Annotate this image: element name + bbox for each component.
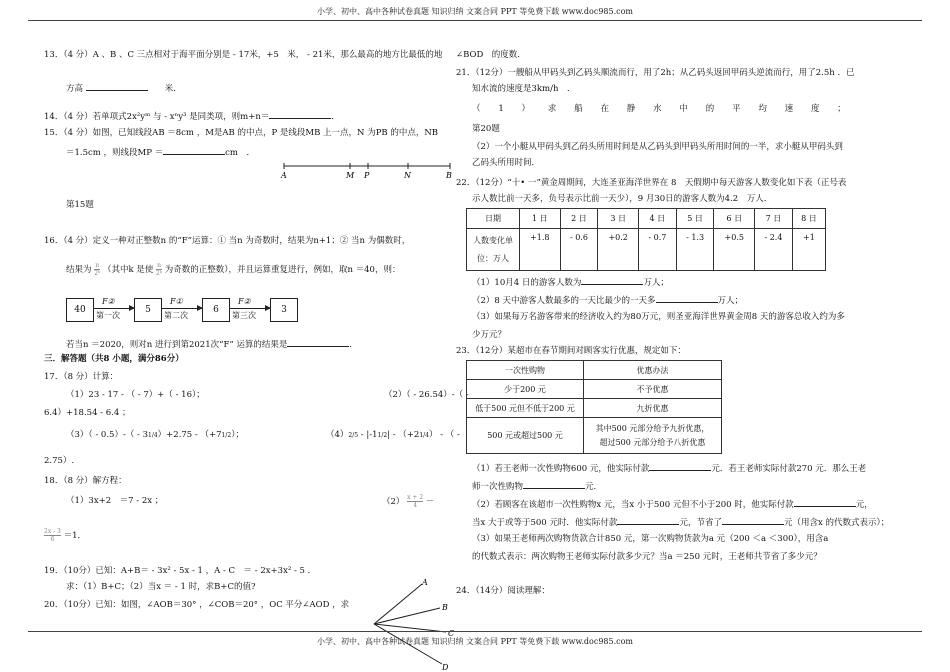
question-23-part1: （1）若王老师一次性购物600 元，他实际付款 元．若王老师实际付款270 元．那么王老 [472, 464, 867, 474]
visitor-change-table [466, 208, 826, 271]
ray-b-label: B [442, 603, 448, 612]
question-21-line2: 知水流的速度是3km/h ． [472, 84, 576, 94]
question-18: 18．（8 分）解方程： [44, 476, 127, 486]
figure-20-caption: 第20题 [472, 124, 500, 134]
question-17: 17．（8 分）计算： [44, 372, 119, 382]
question-13-line2: 方高 米． [66, 84, 182, 94]
figure-15-caption: 第15题 [66, 200, 94, 210]
table-cell: - 1.3 [676, 229, 714, 271]
question-22-part3-cont: 少万元？ [472, 330, 507, 340]
table-cell: 不予优惠 [584, 380, 722, 399]
question-17-part2-cont: 6.4）+18.54 - 6.4 ； [44, 408, 131, 418]
fraction-n-over-2k: $\frac{n}{\text{2ᵏ}}$ [94, 262, 101, 277]
table-cell: 500 元或超过500 元 [467, 418, 584, 454]
table-row [467, 418, 722, 454]
table-cell: 九折优惠 [584, 399, 722, 418]
question-14: 14．（4 分）若单项式2x²yᵐ 与 - xⁿy³ 是同类项，则m+n＝ ． [44, 112, 340, 122]
table-row [467, 380, 722, 399]
question-23-part2: （2）若顾客在该超市一次性购物x 元，当x 小于500 元但不小于200 时，他实际付款 元， [472, 500, 873, 510]
table-cell: 少于200 元 [467, 380, 584, 399]
table-row [467, 399, 722, 418]
flow-op-3: F② [238, 297, 251, 306]
fraction-n-over-2k-2: $\frac{n}{\text{2ᵏ}}$ [156, 262, 163, 277]
table-cell: 3 日 [598, 209, 639, 229]
table-cell: 6 日 [714, 209, 755, 229]
question-23-part3-cont: 的代数式表示：两次购物王老师实际付款多少元？当a ＝250 元时，王老师共节省了多少元？ [472, 552, 822, 562]
flow-arrow-2 [161, 308, 202, 309]
question-22: 22．（12分）“十• 一”黄金周期间，大连圣亚海洋世界在 8 天假期中每天游客人数变化如下表（正号表 [456, 178, 847, 188]
point-m-label: M [346, 171, 355, 180]
fraction-2x-minus-3: $\frac{2x - 3}{6}$ [44, 528, 61, 543]
question-17-part2: （2）（ - 26.54）-（ - [384, 390, 469, 400]
question-21-part2-cont: 乙码头所用时间． [472, 158, 541, 168]
header-divider [28, 20, 922, 21]
question-19-line2: 求：（1）B+C；（2）当x ＝ - 1 时，求B+C的值? [66, 582, 256, 592]
question-23: 23．（12分）某超市在春节期间对顾客实行优惠，规定如下： [456, 346, 686, 356]
table-cell: - 2.4 [755, 229, 793, 271]
flow-step-2: 第二次 [164, 311, 188, 320]
table-row-label: 人数变化单 位：万人 [467, 229, 520, 271]
blank-23-2 [523, 480, 585, 489]
blank-23-4 [617, 516, 679, 525]
section-3-title: 三．解答题（共8 小题，满分86分） [44, 354, 184, 364]
page-footer: 小学、初中、高中各种试卷真题 知识归纳 文案合同 PPT 等免费下载 www.doc985.com [316, 637, 634, 646]
question-23-part3: （3）如果王老师两次购物货款合计850 元，第一次购物货款为a 元（200 ＜a ＜300），用含a [472, 534, 829, 544]
question-22-line2: 示人数比前一天多，负号表示比前一天少），9 月30日的游客人数为4.2 万人． [472, 194, 773, 204]
point-b-label: B [446, 171, 452, 180]
question-18-part1: （1）3x+2 ＝7 - 2x ； [66, 496, 164, 506]
flow-op-1: F② [102, 297, 115, 306]
blank-23-3 [794, 498, 856, 507]
blank-23-1 [649, 462, 711, 471]
question-16: 16．（4 分）定义一种对正整数n 的“F”运算：① 当n 为奇数时，结果为n+1；② 当n 为偶数时， [44, 236, 411, 246]
blank-15 [163, 146, 225, 155]
fraction-x-plus-2: $\frac{x + 2}{4}$ [407, 494, 424, 509]
question-19: 19．（10分）已知：A+B＝ - 3x² - 5x - 1 ，A - C ＝ - 2x+3x² - 5 ． [44, 566, 317, 576]
discount-table [466, 360, 722, 454]
point-p-label: P [364, 171, 370, 180]
flow-step-3: 第三次 [232, 311, 256, 320]
question-22-part1: （1）10月4 日的游客人数为 万人； [472, 278, 669, 288]
question-18-part2-cont: $\frac{2x - 3}{6}$ ＝1． [44, 528, 86, 543]
blank-14 [269, 110, 331, 119]
table-header-row [467, 209, 826, 229]
question-18-part2: （2） $\frac{x + 2}{4}$ － [382, 494, 435, 509]
flow-box-2: 5 [134, 298, 162, 322]
table-cell: 1 日 [520, 209, 561, 229]
table-cell: - 0.7 [639, 229, 677, 271]
question-17-part3: （3）（ - 0.5）-（ - 31/4）+2.75 - （+71/2）； [66, 430, 244, 440]
segment-figure [278, 160, 458, 182]
footer-divider [28, 631, 922, 632]
ray-d-label: D [442, 663, 449, 672]
flow-op-2: F① [170, 297, 183, 306]
ray-a-label: A [422, 578, 428, 587]
ray-c-label: C [448, 629, 454, 638]
question-17-part4: （4）2/5 - |-11/2| - （+21/4） - （ - [326, 430, 460, 440]
table-cell: +1 [792, 229, 825, 271]
table-cell: 其中500 元部分给予九折优惠， 超过500 元部分给予八折优惠 [584, 418, 722, 454]
table-row [467, 229, 826, 271]
blank-13 [86, 82, 148, 91]
blank-23-5 [722, 516, 784, 525]
angle-figure [364, 578, 454, 672]
point-n-label: N [404, 171, 411, 180]
table-header-row [467, 361, 722, 380]
flow-arrow-3 [229, 308, 270, 309]
blank-22-1 [581, 276, 643, 285]
table-cell: 日期 [467, 209, 520, 229]
question-22-part2: （2）8 天中游客人数最多的一天比最少的一天多 万人； [472, 296, 744, 306]
question-23-part2-cont: 当x 大于或等于500 元时．他实际付款 元，节省了 元（用含x 的代数式表示）； [472, 518, 890, 528]
question-17-part1: （1）23 - 17 - （ - 7）+（ - 16）； [66, 390, 205, 400]
question-13: 13．（4 分）A 、B 、C 三点相对于海平面分别是 - 17米，+5 米， - 21米，那么最高的地方比最低的地 [44, 50, 443, 60]
flow-box-4: 3 [270, 298, 298, 322]
page-header: 小学、初中、高中各种试卷真题 知识归纳 文案合同 PPT 等免费下载 www.doc985.com [316, 7, 634, 16]
question-23-part1-cont: 师一次性购物 元． [472, 482, 603, 492]
table-cell: 7 日 [755, 209, 793, 229]
question-20: 20．（10分）已知：如图，∠AOB＝30° ，∠COB＝20° ，OC 平分∠AOD ，求 [44, 600, 350, 610]
table-cell: +0.2 [598, 229, 639, 271]
question-22-part3: （3）如果每万名游客带来的经济收入约为80万元，则圣亚海洋世界黄金周8 天的游客总收入约为多 [472, 312, 845, 322]
question-21-part2: （2）一个小艇从甲码头到乙码头所用时间是从乙码头到甲码头所用时间的一半，求小艇从甲码头到 [472, 142, 843, 152]
table-cell: 8 日 [792, 209, 825, 229]
blank-22-2 [656, 294, 718, 303]
table-cell: +0.5 [714, 229, 755, 271]
flow-step-1: 第一次 [96, 311, 120, 320]
blank-16 [287, 338, 349, 347]
table-cell: - 0.6 [560, 229, 598, 271]
table-cell: 一次性购物 [467, 361, 584, 380]
question-21-part1: （ 1 ） 求 船 在 静 水 中 的 平 均 速 度 ； [472, 104, 846, 114]
point-a-label: A [281, 171, 287, 180]
flow-box-3: 6 [202, 298, 230, 322]
table-cell: 4 日 [639, 209, 677, 229]
flow-arrow-1 [93, 308, 134, 309]
table-cell: 优惠办法 [584, 361, 722, 380]
question-17-part4-cont: 2.75）. [44, 456, 75, 466]
question-20-cont: ∠BOD 的度数． [456, 50, 526, 60]
table-cell: +1.8 [520, 229, 561, 271]
table-cell: 5 日 [676, 209, 714, 229]
f-operation-flowchart [66, 298, 356, 324]
question-24: 24．（14分）阅读理解： [456, 586, 550, 596]
question-15: 15．（4 分）如图，已知线段AB ＝8cm ，M是AB 的中点，P 是线段MB 上一点，N 为PB 的中点，NB [44, 128, 439, 138]
question-16-line3: 若当n ＝2020，则对n 进行到第2021次“F” 运算的结果是 ． [66, 340, 358, 350]
question-15-line2: ＝1.5cm ，则线段MP ＝ cm ． [66, 148, 255, 158]
table-cell: 2 日 [560, 209, 598, 229]
flow-box-1: 40 [66, 298, 94, 322]
question-21: 21．（12分）一艘船从甲码头到乙码头顺流而行，用了2h；从乙码头返回甲码头逆流而行，用了2.5h ．已 [456, 68, 855, 78]
question-16-line2: 结果为 $\frac{n}{\text{2ᵏ}}$ （其中k 是使 $\frac{n}{\text{2ᵏ}}$ 为奇数的正整数），并且运算重复进行，例如，取n ＝40，则： [66, 262, 401, 277]
table-cell: 低于500 元但不低于200 元 [467, 399, 584, 418]
